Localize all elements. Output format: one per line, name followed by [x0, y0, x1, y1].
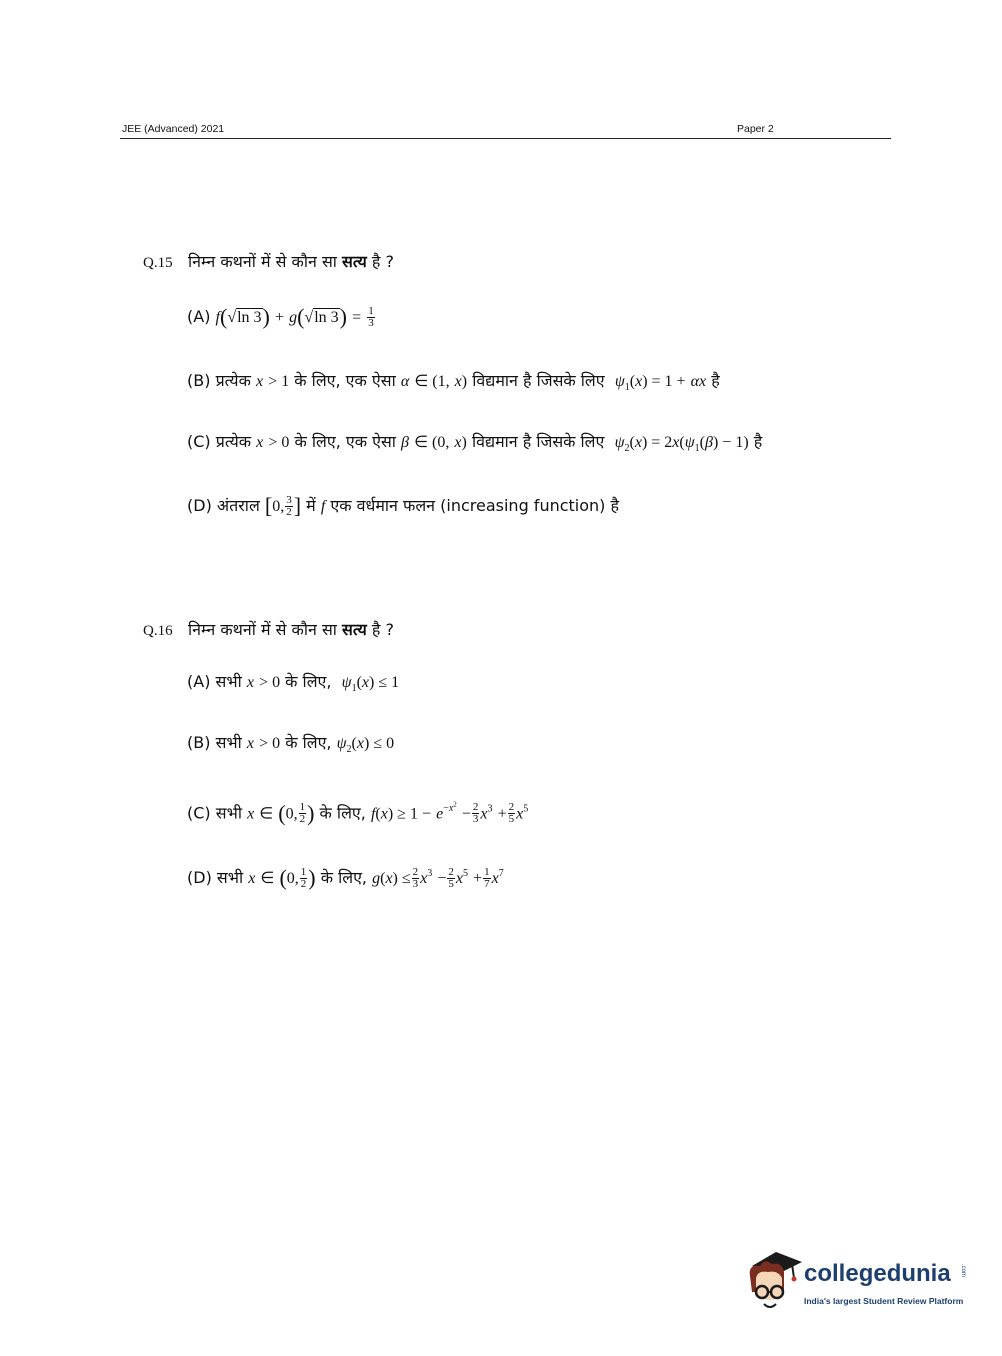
question-number: Q.16: [143, 623, 173, 639]
question-15-stem: Q.15 निम्न कथनों में से कौन सा सत्य है ?: [143, 250, 394, 275]
logo-wordmark: collegedunia: [804, 1260, 951, 1287]
collegedunia-logo[interactable]: [742, 1248, 972, 1320]
question-16-stem: Q.16 निम्न कथनों में से कौन सा सत्य है ?: [143, 618, 394, 643]
question-number: Q.15: [143, 255, 173, 271]
q16-option-d[interactable]: (D) सभी x ∈ (0, $\frac{1}{2}$ ) के लिए, g(x) ≤ $\frac{2}{3}$ $x^3$ − $\frac{2}{5}$ $x^5$ + $\frac{1}{7}$ $x^7$: [187, 865, 504, 890]
logo-tagline: India's largest Student Review Platform: [804, 1296, 964, 1306]
exam-title: JEE (Advanced) 2021: [122, 123, 225, 135]
mascot-icon: [742, 1248, 804, 1320]
q15-option-d[interactable]: (D) अंतराल [0, $\frac{3}{2}$ ] में f एक वर्धमान फलन (increasing function) है: [187, 493, 619, 518]
q16-option-a[interactable]: (A) सभी x > 0 के लिए, $\psi_1(x) \le 1$: [187, 672, 400, 694]
q15-option-c[interactable]: (C) प्रत्येक x > 0 के लिए, एक ऐसा β ∈ (0, x) विद्यमान है जिसके लिए $\psi_2(x) = 2x(\psi_1(\beta) - 1)$ है: [187, 432, 763, 454]
page-header: [120, 120, 891, 139]
q15-option-a[interactable]: (A) f(√ln 3) + g(√ln 3) = $\frac{1}{3}$: [187, 304, 374, 329]
logo-suffix: .com: [960, 1264, 966, 1278]
q15-option-b[interactable]: (B) प्रत्येक x > 1 के लिए, एक ऐसा α ∈ (1, x) विद्यमान है जिसके लिए $\psi_1(x) = 1 + \alpha x$ है: [187, 371, 720, 393]
q16-option-b[interactable]: (B) सभी x > 0 के लिए, $\psi_2(x) \le 0$: [187, 733, 395, 755]
paper-label: Paper 2: [737, 123, 774, 135]
q16-option-c[interactable]: (C) सभी x ∈ (0, $\frac{1}{2}$ ) के लिए, $f(x) \ge 1 - e^{-x^2}$ − $\frac{2}{3}$ $x^3$ + $\frac{2}{5}$ $x^5$: [187, 800, 529, 826]
